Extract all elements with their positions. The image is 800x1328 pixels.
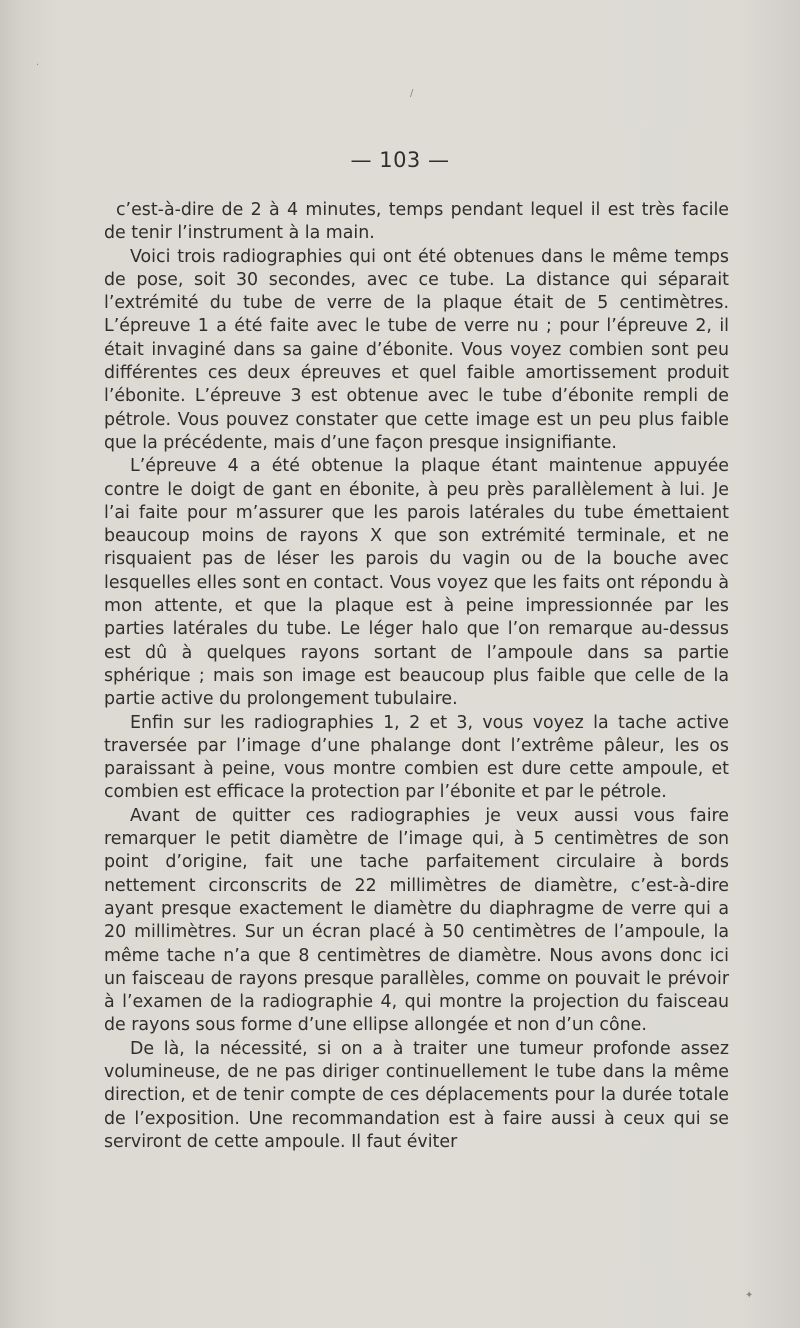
page-number: — 103 —	[350, 148, 450, 172]
paragraph-4: Enfin sur les radiographies 1, 2 et 3, vous voyez la tache active traversée par l’image d’une phalange dont l’extrême pâleur, les os paraissant à peine, vous montre combien est dure cette ampoule, et combien est efficace la protection par l’ébonite et par le pétrole.	[104, 712, 729, 803]
paragraph-2: Voici trois radiographies qui ont été obtenues dans le même temps de pose, soit 30 secondes, avec ce tube. La distance qui séparait l’extrémité du tube de verre de la plaque était de 5 centimètres. L’épreuve 1 a été faite avec le tube de verre nu ; pour l’épreuve 2, il était invaginé dans sa gaine d’ébonite. Vous voyez combien sont peu différentes ces deux épreuves et quel faible amortissement produit l’ébonite. L’épreuve 3 est obtenue avec le tube d’ébonite rempli de pétrole. Vous pouvez constater que cette image est un peu plus faible que la précédente, mais d’une façon presque insignifiante.	[104, 246, 729, 453]
body-text	[104, 199, 729, 1154]
paragraph-3: L’épreuve 4 a été obtenue la plaque étant maintenue appuyée contre le doigt de gant en ébonite, à peu près parallèlement à lui. Je l’ai faite pour m’assurer que les parois latérales du tube émettaient beaucoup moins de rayons X que son extrémité terminale, et ne risquaient pas de léser les parois du vagin ou de la bouche avec lesquelles elles sont en contact. Vous voyez que les faits ont répondu à mon attente, et que la plaque est à peine impressionnée par les parties latérales du tube. Le léger halo que l’on remarque au-dessus est dû à quelques rayons sortant de l’ampoule dans sa partie sphérique ; mais son image est beaucoup plus faible que celle de la partie active du prolongement tubulaire.	[104, 456, 729, 710]
paragraph-1: c’est-à-dire de 2 à 4 minutes, temps pendant lequel il est très facile de tenir l’instrument à la main.	[104, 200, 729, 244]
scan-speck: ✦	[745, 1290, 754, 1301]
scan-speck: /	[410, 88, 414, 99]
scan-speck: ·	[36, 60, 40, 71]
paragraph-6: De là, la nécessité, si on a à traiter une tumeur profonde assez volumineuse, de ne pas diriger continuellement le tube dans la même direction, et de tenir compte de ces déplacements pour la durée totale de l’exposition. Une recommandation est à faire aussi à ceux qui se serviront de cette ampoule. Il faut éviter	[104, 1038, 729, 1152]
paragraph-5: Avant de quitter ces radiographies je veux aussi vous faire remarquer le petit diamètre de l’image qui, à 5 centimètres de son point d’origine, fait une tache parfaitement circulaire à bords nettement circonscrits de 22 millimètres de diamètre, c’est-à-dire ayant presque exactement le diamètre du diaphragme de verre qui a 20 millimètres. Sur un écran placé à 50 centimètres de l’ampoule, la même tache n’a que 8 centimètres de diamètre. Nous avons donc ici un faisceau de rayons presque parallèles, comme on pouvait le prévoir à l’examen de la radiographie 4, qui montre la projection du faisceau de rayons sous forme d’une ellipse allongée et non d’un cône.	[104, 805, 729, 1036]
